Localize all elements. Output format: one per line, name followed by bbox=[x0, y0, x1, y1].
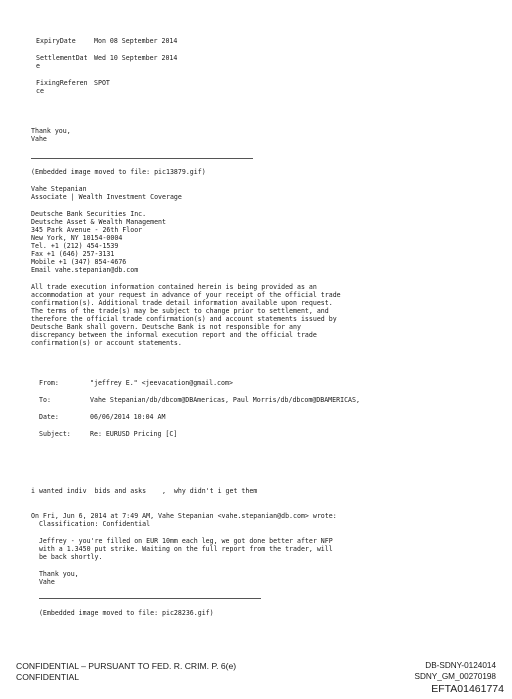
signature-mobile: Mobile +1 (347) 854-4676 bbox=[31, 258, 127, 266]
disclaimer-line: accommodation at your request in advance of your receipt of the official trade bbox=[31, 291, 341, 299]
footer-confidential-pursuant: CONFIDENTIAL – PURSUANT TO FED. R. CRIM. P. 6(e) bbox=[16, 661, 237, 671]
signature-company-1: Deutsche Bank Securities Inc. bbox=[31, 210, 147, 218]
date-value: 06/06/2014 10:04 AM bbox=[90, 413, 166, 421]
signature-title: Associate | Wealth Investment Coverage bbox=[31, 193, 182, 201]
expiry-date-label: ExpiryDate bbox=[36, 37, 76, 45]
disclaimer-line: discrepancy between the informal execution report and the official trade bbox=[31, 331, 317, 339]
signature-email: Email vahe.stepanian@db.com bbox=[31, 266, 139, 274]
signature-name: Vahe Stepanian bbox=[31, 185, 87, 193]
quoted-embedded-image-note: (Embedded image moved to file: pic28236.gif) bbox=[31, 609, 214, 617]
signature-company-2: Deutsche Asset & Wealth Management bbox=[31, 218, 166, 226]
fixing-reference-value: SPOT bbox=[94, 79, 110, 87]
quoted-separator-line bbox=[39, 598, 261, 599]
disclaimer-line: The terms of the trade(s) may be subject to change prior to settlement, and bbox=[31, 307, 329, 315]
quoted-body-line: Jeffrey - you're filled on EUR 10mm each leg, we got done better after NFP bbox=[31, 537, 333, 545]
bates-number-db: DB-SDNY-0124014 bbox=[425, 661, 496, 670]
expiry-date-value: Mon 08 September 2014 bbox=[94, 37, 178, 45]
signature-fax: Fax +1 (646) 257-3131 bbox=[31, 250, 115, 258]
embedded-image-note: (Embedded image moved to file: pic13879.gif) bbox=[31, 168, 206, 176]
quoted-intro: On Fri, Jun 6, 2014 at 7:49 AM, Vahe Stepanian <vahe.stepanian@db.com> wrote: bbox=[31, 512, 337, 520]
disclaimer-line: therefore the official trade confirmation(s) and account statements issued by bbox=[31, 315, 337, 323]
signature-address-2: New York, NY 10154-0004 bbox=[31, 234, 123, 242]
date-label: Date: bbox=[39, 413, 59, 421]
bates-number-sdny: SDNY_GM_00270198 bbox=[414, 672, 496, 681]
fixing-reference-label: FixingReferen bbox=[36, 79, 88, 87]
quoted-body-line: be back shortly. bbox=[31, 553, 103, 561]
efta-number: EFTA01461774 bbox=[431, 683, 504, 695]
closing-name: Vahe bbox=[31, 135, 47, 143]
signature-address-1: 345 Park Avenue - 26th Floor bbox=[31, 226, 143, 234]
reply-text: i wanted indiv bids and asks , why didn't i get them bbox=[31, 487, 258, 495]
disclaimer-line: All trade execution information contained herein is being provided as an bbox=[31, 283, 317, 291]
to-value: Vahe Stepanian/db/dbcom@DBAmericas, Paul Morris/db/dbcom@DBAMERICAS, bbox=[90, 396, 360, 404]
quoted-thanks: Thank you, bbox=[31, 570, 79, 578]
subject-label: Subject: bbox=[39, 430, 71, 438]
closing-thanks: Thank you, bbox=[31, 127, 71, 135]
quoted-name: Vahe bbox=[31, 578, 55, 586]
from-label: From: bbox=[39, 379, 59, 387]
to-label: To: bbox=[39, 396, 51, 404]
separator-line bbox=[31, 158, 253, 159]
disclaimer-line: confirmation(s). Additional trade detail information available upon request. bbox=[31, 299, 333, 307]
fixing-reference-label-wrap: ce bbox=[36, 87, 44, 95]
settlement-date-value: Wed 10 September 2014 bbox=[94, 54, 178, 62]
subject-value: Re: EURUSD Pricing [C] bbox=[90, 430, 178, 438]
disclaimer-line: confirmation(s) or account statements. bbox=[31, 339, 182, 347]
from-value: "jeffrey E." <jeevacation@gmail.com> bbox=[90, 379, 233, 387]
disclaimer-line: Deutsche Bank shall govern. Deutsche Bank is not responsible for any bbox=[31, 323, 301, 331]
quoted-body-line: with a 1.3450 put strike. Waiting on the full report from the trader, will bbox=[31, 545, 333, 553]
quoted-classification: Classification: Confidential bbox=[31, 520, 151, 528]
settlement-date-label-wrap: e bbox=[36, 62, 40, 70]
signature-tel: Tel. +1 (212) 454-1539 bbox=[31, 242, 119, 250]
footer-confidential: CONFIDENTIAL bbox=[16, 672, 80, 682]
settlement-date-label: SettlementDat bbox=[36, 54, 88, 62]
